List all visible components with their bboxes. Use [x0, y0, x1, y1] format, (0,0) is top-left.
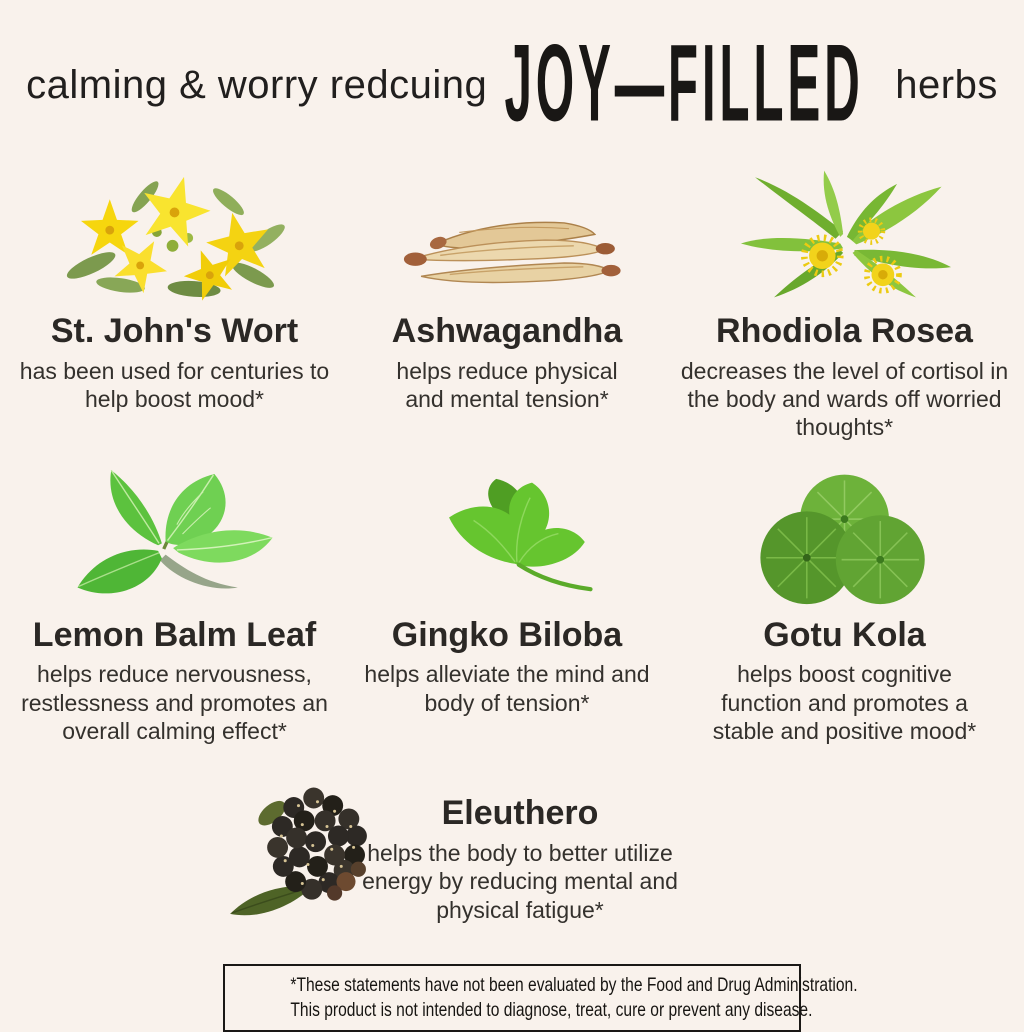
herb-name: Rhodiola Rosea: [716, 312, 973, 350]
herb-grid: [0, 160, 1024, 745]
herb-description: helps alleviate the mind and body of tension*: [364, 661, 650, 716]
eleuthero-text-block: [355, 787, 685, 924]
herb-description: decreases the level of cortisol in the body and wards off worried thoughts*: [680, 357, 1009, 441]
gotu-kola-leaves-icon: [732, 464, 957, 609]
st-johns-wort-flower-icon: [47, 160, 302, 305]
header-suffix-text: herbs: [895, 62, 998, 107]
fda-disclaimer-box: [223, 964, 858, 1032]
header-joy-filled-text: JOY—FILLED: [504, 24, 864, 146]
ginkgo-leaf-icon: [400, 464, 615, 609]
herb-name: Lemon Balm Leaf: [32, 615, 317, 654]
herb-name: Ashwagandha: [391, 312, 623, 350]
herb-description: helps reduce nervousness, restlessness and promotes an overall calming effect*: [21, 661, 328, 744]
herb-card-lemon-balm: [2, 464, 347, 746]
herb-description: has been used for centuries to help boost mood*: [19, 357, 330, 413]
herb-name: Gotu Kola: [763, 615, 926, 654]
rhodiola-rosea-plant-icon: [720, 160, 970, 305]
herb-name: St. John's Wort: [50, 312, 299, 350]
header-prefix-text: calming & worry redcuing: [26, 62, 488, 107]
herb-name: Gingko Biloba: [391, 615, 623, 654]
herb-name: Eleuthero: [441, 794, 599, 833]
disclaimer-line-1: *These statements have not been evaluated by the Food and Drug Administration.: [290, 974, 858, 997]
herb-card-ashwagandha: [347, 160, 667, 442]
herb-description: helps the body to better utilize energy by reducing mental and physical fatigue*: [362, 840, 678, 923]
herb-card-gotu-kola: [667, 464, 1022, 746]
herb-description: helps boost cognitive function and promotes a stable and positive mood*: [712, 661, 977, 744]
herb-card-st-johns-wort: [2, 160, 347, 442]
lemon-balm-leaves-icon: [50, 464, 300, 609]
herb-card-eleuthero: [0, 781, 1024, 946]
ashwagandha-root-icon: [382, 160, 632, 305]
herb-description: helps reduce physical and mental tension*: [396, 357, 618, 413]
disclaimer-line-2: This product is not intended to diagnose, treat, cure or prevent any disease.: [290, 999, 813, 1022]
herb-card-rhodiola-rosea: [667, 160, 1022, 442]
fda-disclaimer-text: [290, 973, 858, 1023]
header: [0, 0, 1024, 146]
herb-card-gingko-biloba: [347, 464, 667, 746]
